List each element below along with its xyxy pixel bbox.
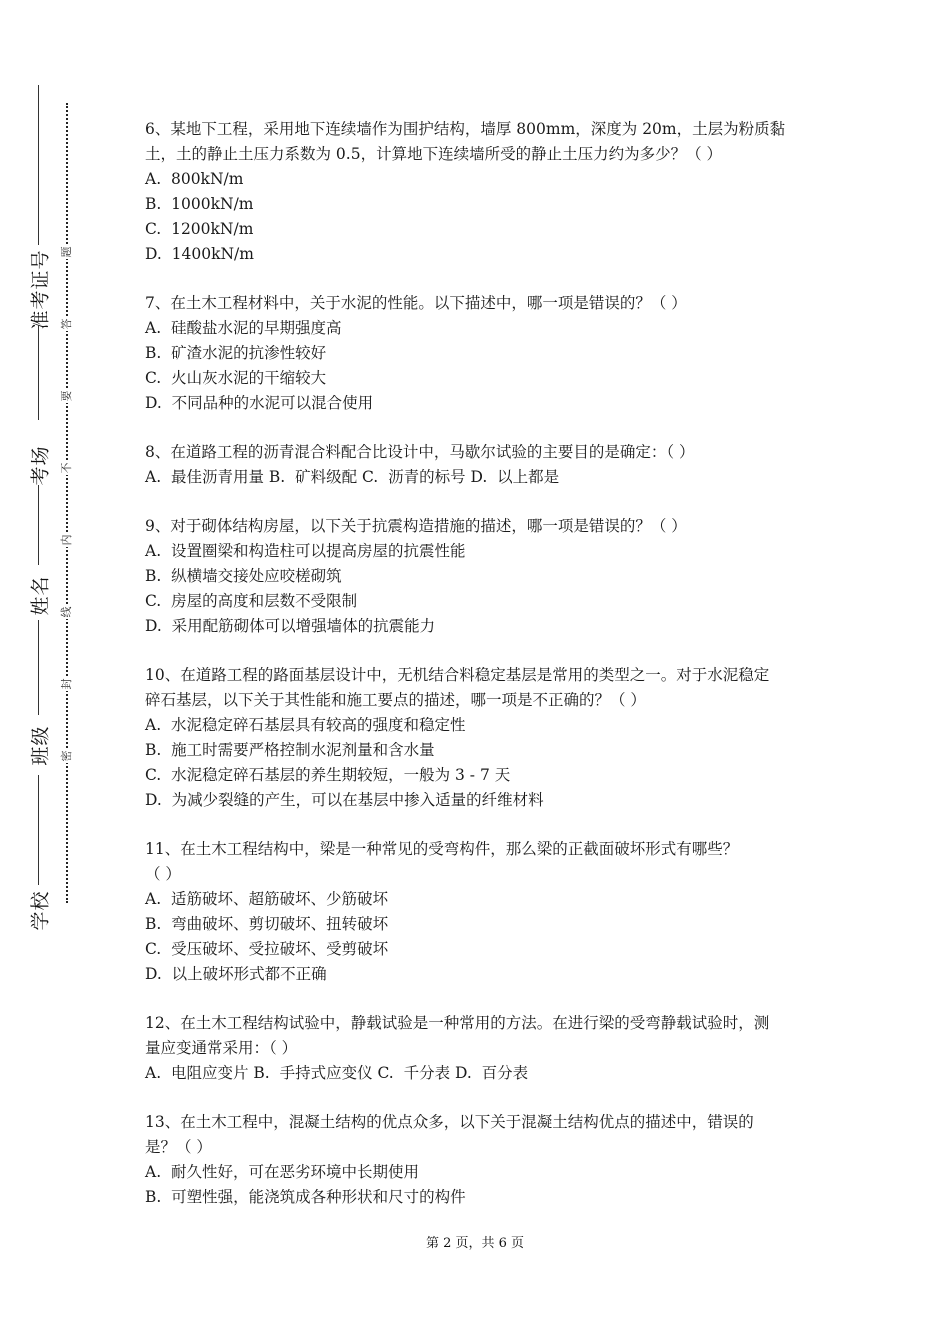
question-8: [145, 440, 815, 490]
option: D. 1400kN/m: [145, 245, 254, 263]
question-stem: 是？（ ）: [145, 1138, 212, 1156]
question-stem: 8、在道路工程的沥青混合料配合比设计中，马歇尔试验的主要目的是确定：（ ）: [145, 443, 695, 461]
label-exam-room: 考场: [29, 445, 52, 486]
option: B. 弯曲破坏、剪切破坏、扭转破坏: [145, 915, 389, 933]
option: C. 水泥稳定碎石基层的养生期较短，一般为 3 - 7 天: [145, 766, 511, 784]
seal-char: 封: [60, 678, 73, 690]
solid-line: [38, 485, 39, 565]
label-exam-id: 准考证号: [29, 249, 52, 330]
question-stem: 9、对于砌体结构房屋，以下关于抗震构造措施的描述，哪一项是错误的？（ ）: [145, 517, 687, 535]
option: B. 施工时需要严格控制水泥剂量和含水量: [145, 741, 435, 759]
question-stem: 量应变通常采用：（ ）: [145, 1039, 298, 1057]
option: B. 1000kN/m: [145, 195, 254, 213]
question-13: [145, 1110, 815, 1210]
option: D. 以上破坏形式都不正确: [145, 965, 327, 983]
question-stem: 10、在道路工程的路面基层设计中，无机结合料稳定基层是常用的类型之一。对于水泥稳定: [145, 666, 770, 684]
question-stem: 7、在土木工程材料中，关于水泥的性能。以下描述中，哪一项是错误的？（ ）: [145, 294, 687, 312]
option: B. 可塑性强，能浇筑成各种形状和尺寸的构件: [145, 1188, 466, 1206]
option: D. 采用配筋砌体可以增强墙体的抗震能力: [145, 617, 436, 635]
question-9: [145, 514, 815, 639]
seal-char: 题: [60, 246, 73, 258]
option: A. 电阻应变片 B. 手持式应变仪 C. 千分表 D. 百分表: [145, 1064, 529, 1082]
option: A. 最佳沥青用量 B. 矿料级配 C. 沥青的标号 D. 以上都是: [145, 468, 560, 486]
seal-char: 答: [60, 318, 73, 330]
option: A. 适筋破坏、超筋破坏、少筋破坏: [145, 890, 388, 908]
solid-line: [38, 325, 39, 420]
question-stem: 土，土的静止土压力系数为 0.5，计算地下连续墙所受的静止土压力约为多少？（ ）: [145, 145, 723, 163]
option: D. 为减少裂缝的产生，可以在基层中掺入适量的纤维材料: [145, 791, 544, 809]
question-12: [145, 1011, 815, 1086]
option: C. 1200kN/m: [145, 220, 254, 238]
question-11: [145, 837, 815, 987]
option: C. 火山灰水泥的干缩较大: [145, 369, 327, 387]
label-school: 学校: [29, 890, 52, 931]
question-stem: （ ）: [145, 865, 181, 883]
option: C. 受压破坏、受拉破坏、受剪破坏: [145, 940, 389, 958]
option: A. 设置圈梁和构造柱可以提高房屋的抗震性能: [145, 542, 466, 560]
seal-char: 内: [60, 534, 73, 546]
question-stem: 碎石基层，以下关于其性能和施工要点的描述，哪一项是不正确的？（ ）: [145, 691, 646, 709]
option: D. 不同品种的水泥可以混合使用: [145, 394, 374, 412]
solid-line: [38, 620, 39, 715]
solid-line: [38, 85, 39, 245]
option: A. 硅酸盐水泥的早期强度高: [145, 319, 342, 337]
option: A. 800kN/m: [145, 170, 244, 188]
seal-dotted-line: [66, 103, 68, 903]
label-class: 班级: [29, 725, 52, 766]
label-name: 姓名: [29, 575, 52, 616]
question-6: [145, 117, 815, 267]
seal-char: 线: [60, 606, 73, 618]
option: A. 水泥稳定碎石基层具有较高的强度和稳定性: [145, 716, 466, 734]
option: B. 纵横墙交接处应咬槎砌筑: [145, 567, 342, 585]
question-stem: 13、在土木工程中，混凝土结构的优点众多，以下关于混凝土结构优点的描述中，错误的: [145, 1113, 754, 1131]
question-stem: 12、在土木工程结构试验中，静载试验是一种常用的方法。在进行梁的受弯静载试验时，测: [145, 1014, 770, 1032]
seal-char: 密: [60, 750, 73, 762]
question-7: [145, 291, 815, 416]
seal-char: 不: [60, 462, 73, 474]
page-number: 第 2 页，共 6 页: [425, 1236, 525, 1251]
option: C. 房屋的高度和层数不受限制: [145, 592, 358, 610]
question-10: [145, 663, 815, 813]
seal-char: 要: [60, 390, 73, 402]
option: B. 矿渣水泥的抗渗性较好: [145, 344, 327, 362]
question-list: [145, 117, 815, 1234]
question-stem: 6、某地下工程，采用地下连续墙作为围护结构，墙厚 800mm，深度为 20m，土层为粉质黏: [145, 120, 786, 138]
option: A. 耐久性好，可在恶劣环境中长期使用: [145, 1163, 419, 1181]
question-stem: 11、在土木工程结构中，梁是一种常见的受弯构件，那么梁的正截面破坏形式有哪些？: [145, 840, 739, 858]
solid-line: [38, 775, 39, 885]
